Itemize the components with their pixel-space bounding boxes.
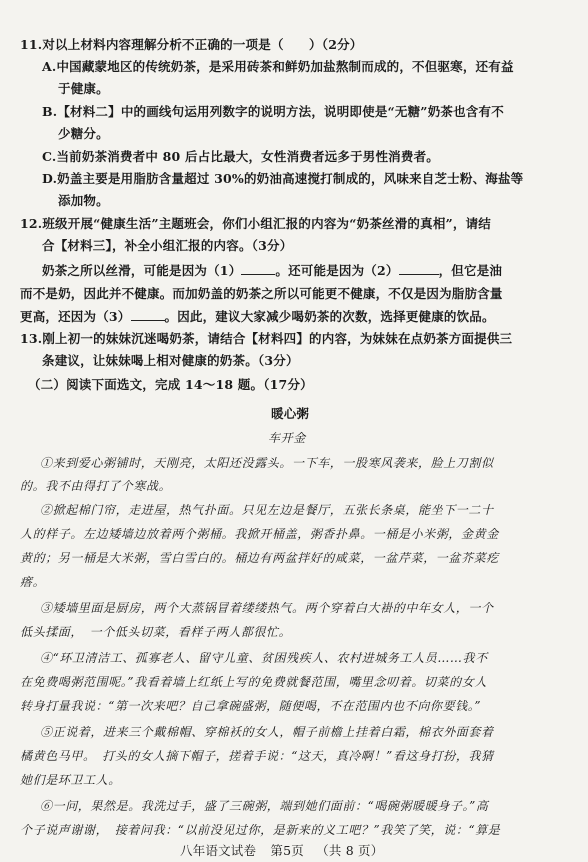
answer-blank-2[interactable] <box>399 264 439 275</box>
option-d-cont: 添加物。 <box>58 193 109 208</box>
paragraph-1: ①来到爱心粥铺时，天刚亮，太阳还没露头。一下车，一股寒风袭来，脸上刀割似 <box>40 456 494 470</box>
paragraph-4: ④“环卫清洁工、孤寡老人、留守儿童、贫困残疾人、农村进城务工人员……我不 <box>40 651 488 665</box>
paragraph-4-line-3: 转身打量我说：“第一次来吧？自己拿碗盛粥，随便喝，不在范围内也不向你要钱。” <box>20 699 482 713</box>
paragraph-5-line-2: 橘黄色马甲。 打头的女人摘下帽子，搓着手说：“这天，真冷啊！”看这身打扮，我猜 <box>20 749 494 763</box>
question-13-cont: 条建议，让妹妹喝上相对健康的奶茶。（3分） <box>42 353 299 368</box>
footer-total-pages: （共 8 页） <box>316 843 384 858</box>
paragraph-2: ②掀起棉门帘，走进屋，热气扑面。只见左边是餐厅，五张长条桌，能坐下一二十 <box>40 503 494 517</box>
option-b-cont: 少糖分。 <box>58 126 109 141</box>
footer-exam-name: 八年语文试卷 <box>180 843 257 858</box>
q12-text-a: 奶茶之所以丝滑，可能是因为（1） <box>42 263 242 278</box>
paragraph-2-line-2: 人的样子。左边矮墙边放着两个粥桶。我掀开桶盖，粥香扑鼻。一桶是小米粥，金黄金 <box>20 527 499 541</box>
option-a-cont: 于健康。 <box>58 81 109 96</box>
footer-page-number: 第5页 <box>270 843 304 858</box>
article-author: 车开金 <box>268 431 306 445</box>
q12-text-c: ，但它是油 <box>438 263 503 278</box>
q12-text-b: 。还可能是因为（2） <box>275 263 399 278</box>
q12-text-d: 更高，还因为（3） <box>20 309 131 324</box>
option-b: B.【材料二】中的画线句运用列数字的说明方法，说明即使是“无糖”奶茶也含有不 <box>42 104 504 119</box>
question-12: 12.班级开展“健康生活”主题班会，你们小组汇报的内容为“奶茶丝滑的真相”，请结 <box>20 216 492 231</box>
paragraph-3-cont: 低头揉面， 一个低头切菜，看样子两人都很忙。 <box>20 625 292 639</box>
option-a: A.中国藏蒙地区的传统奶茶，是采用砖茶和鲜奶加盐熬制而成的，不但驱寒，还有益 <box>42 59 514 74</box>
option-c: C.当前奶茶消费者中 80 后占比最大，女性消费者远多于男性消费者。 <box>42 149 439 164</box>
paragraph-6-line-2: 个子说声谢谢， 接着问我：“以前没见过你，是新来的义工吧？”我笑了笑，说：“算是 <box>20 823 501 837</box>
option-d: D.奶盖主要是用脂肪含量超过 30%的奶油高速搅打制成的，风味来自芝士粉、海盐等 <box>42 171 524 186</box>
paragraph-6: ⑥一问，果然是。我洗过手，盛了三碗粥，端到她们面前：“喝碗粥暖暖身子。”高 <box>40 799 489 813</box>
question-12-cont: 合【材料三】，补全小组汇报的内容。（3分） <box>42 238 293 253</box>
article-title: 暖心粥 <box>271 406 310 421</box>
q12-text-e: 。因此，建议大家减少喝奶茶的次数，选择更健康的饮品。 <box>164 309 495 324</box>
answer-blank-3[interactable] <box>131 310 165 321</box>
answer-blank-1[interactable] <box>241 264 275 275</box>
question-13: 13.刚上初一的妹妹沉迷喝奶茶，请结合【材料四】的内容，为妹妹在点奶茶方面提供三 <box>20 331 513 346</box>
paragraph-4-line-2: 在免费喝粥范围呢。”我看着墙上红纸上写的免费就餐范围，嘴里念叨着。切菜的女人 <box>20 675 487 689</box>
section-heading: （二）阅读下面选文，完成 14～18 题。（17分） <box>28 377 313 392</box>
page-footer <box>180 843 383 859</box>
paragraph-2-line-4: 瘩。 <box>20 575 46 589</box>
q12-fill-line-3 <box>20 309 495 325</box>
question-11: 11.对以上材料内容理解分析不正确的一项是（ ）（2分） <box>20 37 363 52</box>
paragraph-5-line-3: 她们是环卫工人。 <box>20 773 121 787</box>
paragraph-2-line-3: 黄的；另一桶是大米粥，雪白雪白的。桶边有两盆拌好的咸菜，一盆芹菜，一盆芥菜疙 <box>20 551 499 565</box>
paragraph-5: ⑤正说着，进来三个戴棉帽、穿棉袄的女人，帽子前檐上挂着白霜，棉衣外面套着 <box>40 725 494 739</box>
paragraph-3: ③矮墙里面是厨房，两个大蒸锅冒着缕缕热气。两个穿着白大褂的中年女人，一个 <box>40 601 494 615</box>
paragraph-1-cont: 的。我不由得打了个寒战。 <box>20 479 172 493</box>
q12-fill-line-2: 而不是奶，因此并不健康。而加奶盖的奶茶之所以可能更不健康，不仅是因为脂肪含量 <box>20 286 503 301</box>
q12-fill-line-1 <box>42 263 502 279</box>
